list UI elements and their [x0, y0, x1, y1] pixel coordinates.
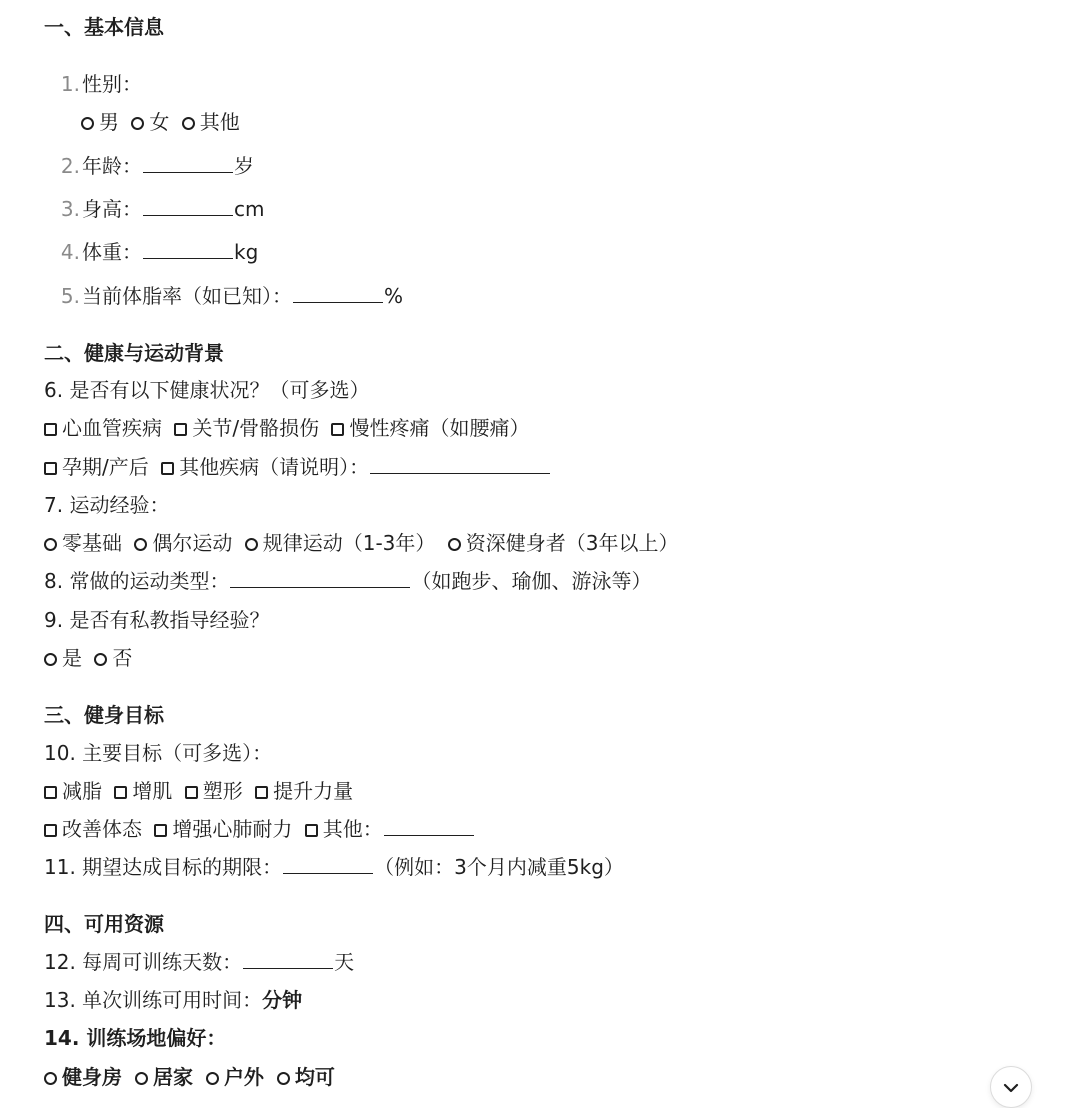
question-number: 5. [60, 284, 80, 308]
question-main-goals: 10. 主要目标（可多选）： [44, 741, 273, 765]
other-disease-input[interactable] [370, 455, 550, 474]
days-input[interactable] [243, 950, 333, 969]
option-label: 女 [149, 110, 170, 134]
radio-outdoor[interactable] [206, 1072, 219, 1085]
question-label: 身高： [82, 197, 142, 221]
question-body-fat [44, 282, 403, 310]
option-label: 健身房 [62, 1065, 122, 1089]
question-label: 当前体脂率（如已知）： [82, 284, 292, 308]
question-label: 11. 期望达成目标的期限： [44, 855, 283, 879]
unit-label: 分钟 [262, 988, 303, 1012]
section-title-health: 二、健康与运动背景 [44, 341, 224, 365]
option-label: 其他： [322, 817, 383, 841]
checkbox-cardiovascular[interactable] [44, 423, 57, 436]
option-label: 减脂 [62, 779, 102, 803]
weight-input[interactable] [143, 240, 233, 259]
deadline-input[interactable] [283, 855, 373, 874]
question-label: 性别： [82, 72, 142, 96]
option-label: 其他疾病（请说明）： [179, 455, 370, 479]
checkbox-joint-injury[interactable] [174, 423, 187, 436]
checkbox-chronic-pain[interactable] [331, 423, 344, 436]
unit-label: % [384, 284, 404, 308]
radio-occasional[interactable] [134, 538, 147, 551]
question-label: 年龄： [82, 154, 142, 178]
question-trainer: 9. 是否有私教指导经验？ [44, 608, 270, 632]
option-label: 资深健身者（3年以上） [465, 531, 679, 555]
question-days-per-week [44, 948, 354, 976]
radio-regular[interactable] [245, 538, 258, 551]
radio-beginner[interactable] [44, 538, 57, 551]
option-label: 均可 [294, 1065, 335, 1089]
question-height [44, 195, 264, 223]
unit-label: 天 [334, 950, 355, 974]
option-label: 偶尔运动 [152, 531, 233, 555]
question-weight [44, 238, 258, 266]
checkbox-fat-loss[interactable] [44, 786, 57, 799]
height-input[interactable] [143, 197, 233, 216]
question-venue: 14. 训练场地偏好： [44, 1026, 227, 1050]
option-label: 提升力量 [273, 779, 354, 803]
option-label: 其他 [199, 110, 240, 134]
question-number: 4. [60, 240, 80, 264]
question-experience: 7. 运动经验： [44, 493, 170, 517]
body-fat-input[interactable] [293, 284, 383, 303]
checkbox-shaping[interactable] [185, 786, 198, 799]
other-goal-input[interactable] [384, 817, 474, 836]
hint-text: （如跑步、瑜伽、游泳等） [411, 569, 652, 593]
venue-options [44, 1063, 341, 1091]
option-label: 心血管疾病 [62, 416, 162, 440]
radio-any[interactable] [277, 1072, 290, 1085]
checkbox-muscle-gain[interactable] [114, 786, 127, 799]
option-label: 是 [62, 646, 82, 670]
radio-veteran[interactable] [448, 538, 461, 551]
question-label: 13. 单次训练可用时间： [44, 988, 263, 1012]
checkbox-posture[interactable] [44, 824, 57, 837]
option-label: 关节/骨骼损伤 [192, 416, 320, 440]
trainer-options [44, 644, 138, 672]
checkbox-cardio[interactable] [154, 824, 167, 837]
option-label: 塑形 [202, 779, 243, 803]
question-health-conditions: 6. 是否有以下健康状况？（可多选） [44, 378, 370, 402]
goal-options-row2 [44, 815, 475, 843]
checkbox-pregnancy[interactable] [44, 462, 57, 475]
age-input[interactable] [143, 154, 233, 173]
radio-other[interactable] [182, 117, 195, 130]
question-number: 1. [60, 72, 80, 96]
radio-gym[interactable] [44, 1072, 57, 1085]
option-label: 增强心肺耐力 [172, 817, 293, 841]
health-options-row2 [44, 453, 551, 481]
checkbox-strength[interactable] [255, 786, 268, 799]
option-label: 增肌 [132, 779, 173, 803]
question-label: 12. 每周可训练天数： [44, 950, 243, 974]
option-label: 规律运动（1-3年） [262, 531, 436, 555]
option-label: 否 [112, 646, 133, 670]
section-title-resources: 四、可用资源 [44, 912, 164, 936]
option-label: 居家 [152, 1065, 193, 1089]
gender-options [44, 108, 246, 136]
question-session-time [44, 986, 302, 1014]
radio-no[interactable] [94, 653, 107, 666]
option-label: 慢性疼痛（如腰痛） [349, 416, 530, 440]
hint-text: （例如：3个月内减重5kg） [374, 855, 624, 879]
question-gender [44, 70, 142, 98]
radio-home[interactable] [135, 1072, 148, 1085]
question-number: 3. [60, 197, 80, 221]
unit-label: kg [234, 240, 259, 264]
health-options-row1 [44, 414, 535, 442]
radio-female[interactable] [131, 117, 144, 130]
option-label: 零基础 [62, 531, 122, 555]
question-age [44, 152, 254, 180]
question-exercise-type [44, 567, 651, 595]
unit-label: cm [234, 197, 265, 221]
radio-male[interactable] [81, 117, 94, 130]
section-title-goals: 三、健身目标 [44, 703, 164, 727]
exercise-type-input[interactable] [230, 569, 410, 588]
question-label: 8. 常做的运动类型： [44, 569, 230, 593]
checkbox-other-disease[interactable] [161, 462, 174, 475]
question-deadline [44, 853, 624, 881]
question-label: 体重： [82, 240, 142, 264]
checkbox-other-goal[interactable] [305, 824, 318, 837]
option-label: 改善体态 [62, 817, 142, 841]
experience-options [44, 529, 684, 557]
radio-yes[interactable] [44, 653, 57, 666]
goal-options-row1 [44, 777, 359, 805]
option-label: 户外 [223, 1065, 264, 1089]
section-title-basic-info: 一、基本信息 [44, 15, 164, 39]
option-label: 男 [99, 110, 119, 134]
option-label: 孕期/产后 [62, 455, 149, 479]
chevron-down-icon [1001, 1078, 1021, 1098]
scroll-down-button[interactable] [990, 1066, 1032, 1108]
unit-label: 岁 [234, 154, 254, 178]
question-number: 2. [60, 154, 80, 178]
